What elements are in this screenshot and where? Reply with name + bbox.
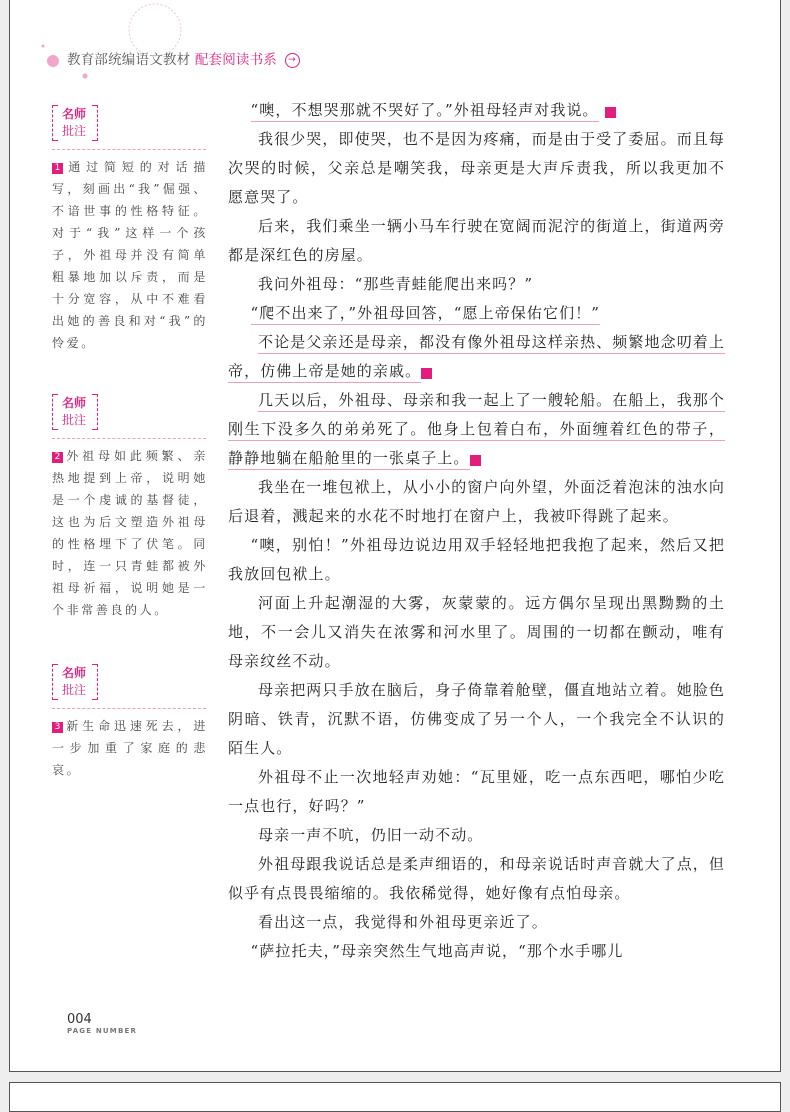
annotation-marker: 1 (605, 107, 616, 118)
story-text (228, 96, 725, 966)
note-divider (52, 149, 206, 150)
note-divider (52, 708, 206, 709)
page-number-label: PAGE NUMBER (67, 1027, 138, 1035)
book-page (9, 0, 781, 1072)
note-tag (52, 103, 98, 143)
paragraph (228, 386, 725, 473)
annotated-passage: 不论是父亲还是母亲，都没有像外祖母这样亲热、频繁地念叨着上帝，仿佛上帝是她的亲戚。 (228, 333, 725, 383)
note-text (52, 445, 208, 621)
paragraph: 后来，我们乘坐一辆小马车行驶在宽阔而泥泞的街道上，街道两旁都是深红色的房屋。 (228, 217, 725, 264)
note-number-badge: 2 (52, 452, 63, 463)
paragraph: 外祖母不止一次地轻声劝她：“瓦里娅，吃一点东西吧，哪怕少吃一点也行，好吗？” (228, 768, 725, 815)
paragraph (228, 96, 725, 125)
paragraph: “萨拉托夫，”母亲突然生气地高声说，“那个水手哪儿 (250, 942, 624, 960)
teacher-note-2 (52, 392, 208, 621)
paragraph: 我坐在一堆包袱上，从小小的窗户向外望，外面泛着泡沫的浊水向后退着，溅起来的水花不时地打在窗户上，我被吓得跳了起来。 (228, 478, 725, 525)
note-tag (52, 392, 98, 432)
note-text (52, 715, 208, 781)
teacher-note-1 (52, 103, 208, 354)
series-header (67, 48, 300, 68)
note-number-badge: 1 (52, 163, 63, 174)
teacher-note-3 (52, 662, 208, 781)
note-tag (52, 662, 98, 702)
paragraph (228, 299, 725, 328)
annotation-marker: 3 (470, 455, 481, 466)
note-text (52, 156, 208, 354)
paragraph: 母亲把两只手放在脑后，身子倚靠着舱壁，僵直地站立着。她脸色阴暗、铁青，沉默不语，仿佛变成了另一个人，一个我完全不认识的陌生人。 (228, 681, 725, 757)
note-tag-top: 名师 (62, 107, 87, 121)
deco-dot-tiny (42, 45, 45, 48)
annotated-passage: “噢，不想哭那就不哭好了。”外祖母轻声对我说。 (251, 101, 599, 122)
paragraph: 河面上升起潮湿的大雾，灰蒙蒙的。远方偶尔呈现出黑黝黝的土地，不一会儿又消失在浓雾和河水里了。周围的一切都在颤动，唯有母亲纹丝不动。 (228, 594, 725, 670)
annotated-passage: “爬不出来了，”外祖母回答，“愿上帝保佑它们！” (251, 304, 601, 325)
annotated-passage: 几天以后，外祖母、母亲和我一起上了一艘轮船。在船上，我那个刚生下没多久的弟弟死了。他身上包着白布，外面缠着红色的带子，静静地躺在船舱里的一张桌子上。 (228, 391, 725, 470)
paragraph: 外祖母跟我说话总是柔声细语的，和母亲说话时声音就大了点，但似乎有点畏畏缩缩的。我依稀觉得，她好像有点怕母亲。 (228, 855, 725, 902)
arrow-right-icon: → (285, 53, 300, 68)
note-tag-bottom: 批注 (62, 413, 87, 427)
note-tag-top: 名师 (62, 666, 87, 680)
deco-dot-small (83, 74, 88, 79)
note-number-badge: 3 (52, 722, 63, 733)
note-body: 新生命迅速死去，进一步加重了家庭的悲哀。 (52, 719, 208, 777)
note-body: 通过简短的对话描写，刻画出“我”倔强、不谙世事的性格特征。对于“我”这样一个孩子，外祖母并没有简单粗暴地加以斥责，而是十分宽容，从中不难看出她的善良和对“我”的怜爱。 (52, 160, 208, 350)
paragraph: 我问外祖母：“那些青蛙能爬出来吗？” (258, 275, 534, 293)
series-prefix: 教育部统编语文教材 (67, 52, 191, 68)
note-tag-bottom: 批注 (62, 683, 87, 697)
annotation-marker: 2 (421, 368, 432, 379)
series-highlight: 配套阅读书系 (194, 52, 278, 68)
note-divider (52, 438, 206, 439)
deco-dot-large (47, 55, 59, 67)
note-tag-bottom: 批注 (62, 124, 87, 138)
page-number: 004 (67, 1012, 92, 1027)
paragraph: 看出这一点，我觉得和外祖母更亲近了。 (258, 913, 548, 931)
paragraph: 母亲一声不吭，仍旧一动不动。 (258, 826, 484, 844)
note-body: 外祖母如此频繁、亲热地提到上帝，说明她是一个虔诚的基督徒，这也为后文塑造外祖母的性格埋下了伏笔。同时，连一只青蛙都被外祖母祈福，说明她是一个非常善良的人。 (52, 449, 208, 617)
paragraph (228, 328, 725, 386)
paragraph: “噢，别怕！”外祖母边说边用双手轻轻地把我抱了起来，然后又把我放回包袱上。 (228, 536, 725, 583)
paragraph: 我很少哭，即使哭，也不是因为疼痛，而是由于受了委屈。而且每次哭的时候，父亲总是嘲笑我，母亲更是大声斥责我，所以我更加不愿意哭了。 (228, 130, 725, 206)
next-page-edge (9, 1082, 781, 1112)
note-tag-top: 名师 (62, 396, 87, 410)
